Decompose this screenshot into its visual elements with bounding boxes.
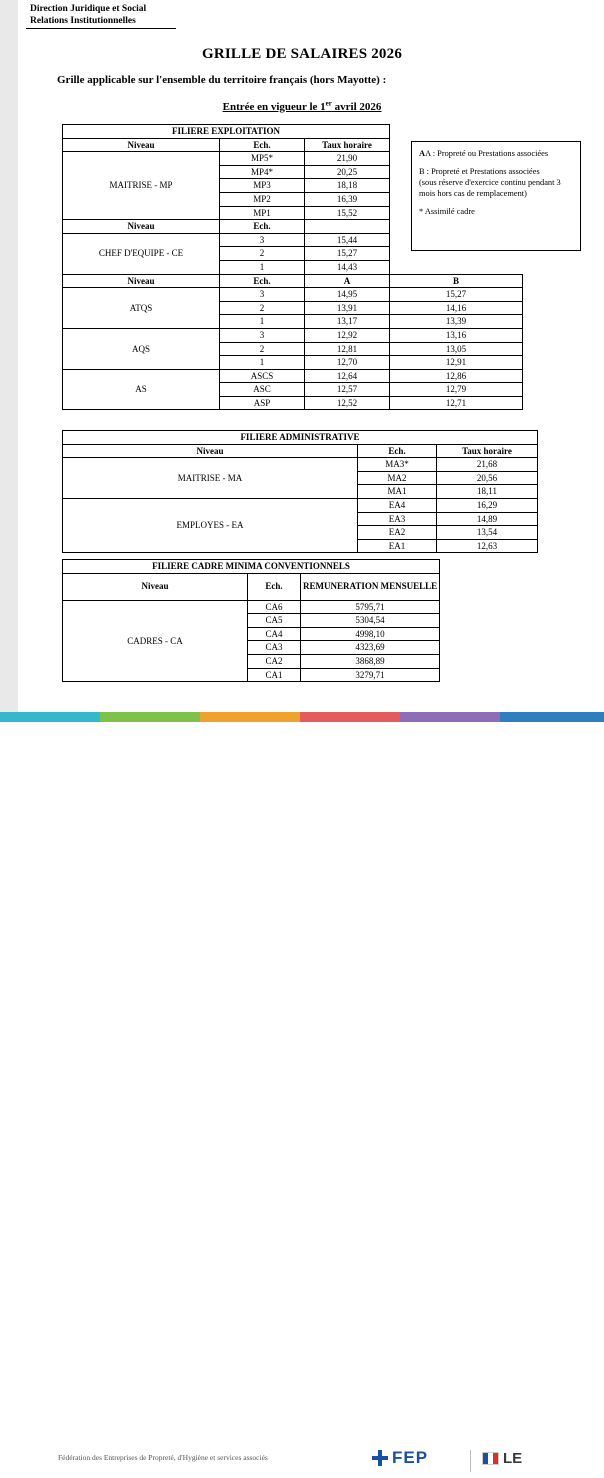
cell-taux: 20,56: [437, 471, 538, 485]
cell-remuneration: 4323,69: [301, 641, 440, 655]
header-line-2: Relations Institutionnelles: [30, 15, 136, 26]
footer-bar-1: [0, 712, 100, 722]
legend-line-star: * Assimilé cadre: [419, 207, 475, 216]
group-label-aqs: AQS: [63, 328, 220, 369]
page-title: GRILLE DE SALAIRES 2026: [201, 46, 403, 62]
table-header-row: [63, 274, 523, 288]
table-filiere-administrative: [62, 430, 538, 553]
cell-ech: EA4: [358, 498, 437, 512]
col-header-ech: Ech.: [358, 444, 437, 458]
cell-ech: 1: [220, 356, 305, 370]
col-header-niveau: Niveau: [63, 138, 220, 152]
cell-b: 13,05: [390, 342, 523, 356]
fep-logo: [372, 1448, 428, 1468]
cell-b: 15,27: [390, 288, 523, 302]
table-row: [63, 369, 523, 383]
cell-ech: MA2: [358, 471, 437, 485]
footer-bar-6: [500, 712, 604, 722]
footer-bar-4: [300, 712, 400, 722]
group-label-maitrise-ma: MAITRISE - MA: [63, 458, 358, 499]
cell-ech: MA3*: [358, 458, 437, 472]
legend-line-a: AA : Propreté ou Prestations associées: [419, 149, 549, 158]
cell-b: 12,79: [390, 383, 523, 397]
cell-ech: CA2: [248, 654, 301, 668]
cell-remuneration: 5304,54: [301, 614, 440, 628]
col-header-niveau: Niveau: [63, 573, 248, 600]
cell-b: 13,39: [390, 315, 523, 329]
table-row: [63, 600, 440, 614]
cell-ech: ASCS: [220, 369, 305, 383]
footer-bar-5: [400, 712, 500, 722]
col-header-taux: Taux horaire: [437, 444, 538, 458]
cell-ech: ASP: [220, 396, 305, 410]
effective-date-exponent: er: [325, 99, 332, 107]
col-header-ech: Ech.: [248, 573, 301, 600]
cell-ech: 2: [220, 342, 305, 356]
footer-bar-2: [100, 712, 200, 722]
table-filiere-cadre: [62, 559, 440, 682]
table-row: [63, 458, 538, 472]
cell-a: 12,64: [305, 369, 390, 383]
table-caption: FILIERE CADRE MINIMA CONVENTIONNELS: [63, 560, 440, 574]
cell-ech: 1: [220, 315, 305, 329]
legend-a-text: A : Propreté ou Prestations associées: [425, 149, 549, 158]
le-logo-text: LE: [503, 1450, 523, 1467]
cell-b: 13,16: [390, 328, 523, 342]
table-caption-row: [63, 125, 523, 139]
table-caption: FILIERE EXPLOITATION: [63, 125, 390, 139]
group-label-cadres-ca: CADRES - CA: [63, 600, 248, 682]
cell-ech: EA2: [358, 526, 437, 540]
cell-ech: MP3: [220, 179, 305, 193]
cell-taux: 21,68: [437, 458, 538, 472]
group-label-atqs: ATQS: [63, 288, 220, 329]
cell-ech: MA1: [358, 485, 437, 499]
cell-taux: 14,43: [305, 260, 390, 274]
cell-taux: 16,29: [437, 498, 538, 512]
cell-ech: CA1: [248, 668, 301, 682]
cell-b: 12,71: [390, 396, 523, 410]
cell-a: 13,91: [305, 301, 390, 315]
col-header-remuneration: REMUNERATION MENSUELLE: [301, 573, 440, 600]
col-header-a: A: [305, 274, 390, 288]
cell-ech: MP4*: [220, 165, 305, 179]
document-header: [30, 4, 146, 27]
cell-remuneration: 4998,10: [301, 627, 440, 641]
group-label-chef-equipe: CHEF D'EQUIPE - CE: [63, 233, 220, 274]
cell-taux: 14,89: [437, 512, 538, 526]
cell-remuneration: 5795,71: [301, 600, 440, 614]
footer-logos: [372, 1448, 552, 1478]
cell-b: 12,91: [390, 356, 523, 370]
cell-a: 12,70: [305, 356, 390, 370]
cell-ech: 2: [220, 301, 305, 315]
legend-b-note: (sous réserve d'exercice continu pendant 3 mois hors cas de remplacement): [419, 178, 561, 198]
logo-divider: [470, 1450, 471, 1472]
col-header-ech: Ech.: [220, 138, 305, 152]
fep-logo-text: FEP: [392, 1448, 429, 1467]
cell-a: 12,57: [305, 383, 390, 397]
cell-ech: CA3: [248, 641, 301, 655]
col-header-b: B: [390, 274, 523, 288]
footer-color-bars: [0, 712, 604, 722]
cell-ech: CA6: [248, 600, 301, 614]
col-header-taux: Taux horaire: [305, 138, 390, 152]
cell-ech: CA5: [248, 614, 301, 628]
cell-taux: 13,54: [437, 526, 538, 540]
footer: [0, 722, 604, 1467]
french-flag-icon: [482, 1452, 499, 1465]
cell-taux: 18,18: [305, 179, 390, 193]
cell-taux: 12,63: [437, 539, 538, 553]
cell-a: 14,95: [305, 288, 390, 302]
table-row: [63, 328, 523, 342]
cell-ech: MP2: [220, 192, 305, 206]
header-divider: [26, 28, 176, 29]
cell-taux: 15,44: [305, 233, 390, 247]
effective-date: [0, 99, 604, 113]
cell-ech: EA1: [358, 539, 437, 553]
col-header-niveau: Niveau: [63, 444, 358, 458]
col-header-niveau: Niveau: [63, 274, 220, 288]
le-logo: [482, 1450, 522, 1467]
table-caption-row: [63, 560, 440, 574]
table-caption: FILIERE ADMINISTRATIVE: [63, 431, 538, 445]
footer-text: Fédération des Entreprises de Propreté, d'Hygiène et services associés: [58, 1453, 268, 1462]
cell-ech: CA4: [248, 627, 301, 641]
cell-taux: 15,27: [305, 247, 390, 261]
cell-ech: ASC: [220, 383, 305, 397]
table-header-row: [63, 573, 440, 600]
col-header-ech: Ech.: [220, 274, 305, 288]
table-row: [63, 288, 523, 302]
table-row: [63, 498, 538, 512]
cell-taux: 16,39: [305, 192, 390, 206]
header-line-1: Direction Juridique et Social: [30, 4, 147, 14]
col-header-niveau: Niveau: [63, 220, 220, 234]
cell-ech: 2: [220, 247, 305, 261]
legend-line-b: [419, 166, 573, 199]
cell-taux: 20,25: [305, 165, 390, 179]
table-caption-row: [63, 431, 538, 445]
cell-ech: 3: [220, 233, 305, 247]
cell-b: 12,86: [390, 369, 523, 383]
cell-taux: 21,90: [305, 152, 390, 166]
table-header-row: [63, 444, 538, 458]
cell-ech: MP1: [220, 206, 305, 220]
cell-ech: MP5*: [220, 152, 305, 166]
cell-a: 13,17: [305, 315, 390, 329]
cell-ech: 3: [220, 288, 305, 302]
col-header-ech: Ech.: [220, 220, 305, 234]
cell-ech: 3: [220, 328, 305, 342]
effective-date-prefix: Entrée en vigueur le 1: [222, 100, 326, 113]
cell-ech: EA3: [358, 512, 437, 526]
cell-remuneration: 3868,89: [301, 654, 440, 668]
footer-bar-3: [200, 712, 300, 722]
page-subtitle: Grille applicable sur l'ensemble du territoire français (hors Mayotte) :: [57, 74, 387, 86]
cell-ech: 1: [220, 260, 305, 274]
cell-a: 12,92: [305, 328, 390, 342]
legend-b-text: B : Propreté et Prestations associées: [419, 167, 540, 176]
cell-taux: 15,52: [305, 206, 390, 220]
col-header-blank: [305, 220, 390, 234]
cell-taux: 18,11: [437, 485, 538, 499]
cell-b: 14,16: [390, 301, 523, 315]
cell-a: 12,52: [305, 396, 390, 410]
cell-a: 12,81: [305, 342, 390, 356]
group-label-as: AS: [63, 369, 220, 410]
cell-remuneration: 3279,71: [301, 668, 440, 682]
page-spine: [0, 0, 18, 786]
cross-icon: [372, 1450, 388, 1466]
effective-date-suffix: avril 2026: [331, 100, 382, 113]
group-label-employes-ea: EMPLOYES - EA: [63, 498, 358, 552]
legend-box: [411, 141, 581, 251]
group-label-maitrise-mp: MAITRISE - MP: [63, 152, 220, 220]
